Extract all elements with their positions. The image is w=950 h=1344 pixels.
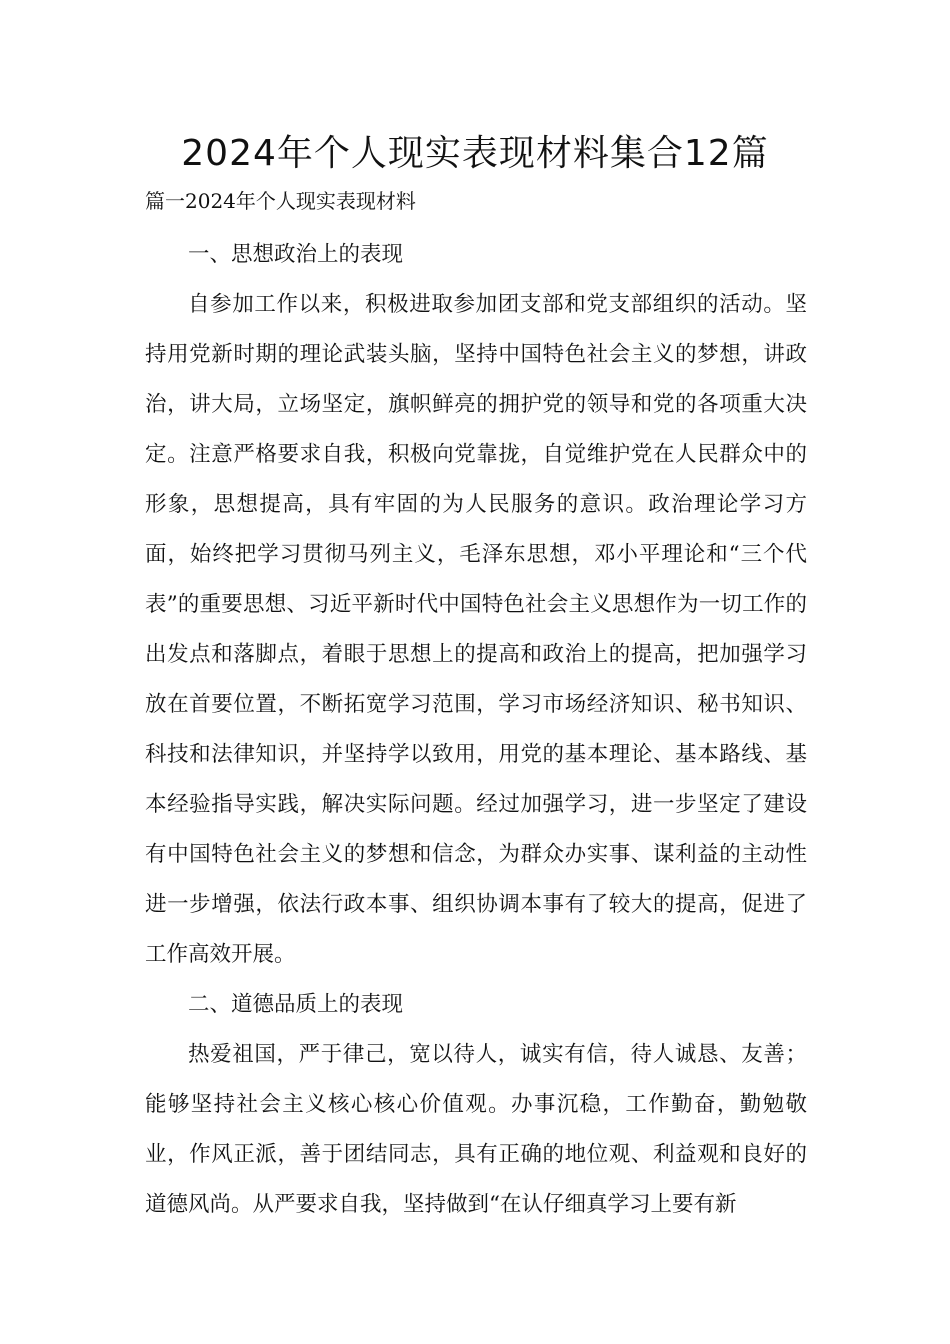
document-title: 2024年个人现实表现材料集合12篇 <box>181 133 769 174</box>
document-subtitle: 篇一2024年个人现实表现材料 <box>145 189 416 213</box>
paragraph-moral: 热爱祖国，严于律己，宽以待人，诚实有信，待人诚恳、友善；能够坚持社会主义核心核心价值观。办事沉稳，工作勤奋，勤勉敬业，作风正派，善于团结同志，具有正确的地位观、利益观和良好的道德风尚。从严要求自我，坚持做到“在认仔细真学习上要有新 <box>145 1042 807 1217</box>
section-heading-moral: 二、道德品质上的表现 <box>188 992 404 1017</box>
document-body <box>145 230 807 1230</box>
paragraph-political: 自参加工作以来，积极进取参加团支部和党支部组织的活动。坚持用党新时期的理论武装头脑，坚持中国特色社会主义的梦想，讲政治，讲大局，立场坚定，旗帜鲜亮的拥护党的领导和党的各项重大决定。注意严格要求自我，积极向党靠拢，自觉维护党在人民群众中的形象，思想提高，具有牢固的为人民服务的意识。政治理论学习方面，始终把学习贯彻马列主义，毛泽东思想，邓小平理论和“三个代表”的重要思想、习近平新时代中国特色社会主义思想作为一切工作的出发点和落脚点，着眼于思想上的提高和政治上的提高，把加强学习放在首要位置，不断拓宽学习范围，学习市场经济知识、秘书知识、科技和法律知识，并坚持学以致用，用党的基本理论、基本路线、基本经验指导实践，解决实际问题。经过加强学习，进一步坚定了建设有中国特色社会主义的梦想和信念，为群众办实事、谋利益的主动性进一步增强，依法行政本事、组织协调本事有了较大的提高，促进了工作高效开展。 <box>145 292 807 967</box>
section-heading-political: 一、思想政治上的表现 <box>188 242 404 267</box>
